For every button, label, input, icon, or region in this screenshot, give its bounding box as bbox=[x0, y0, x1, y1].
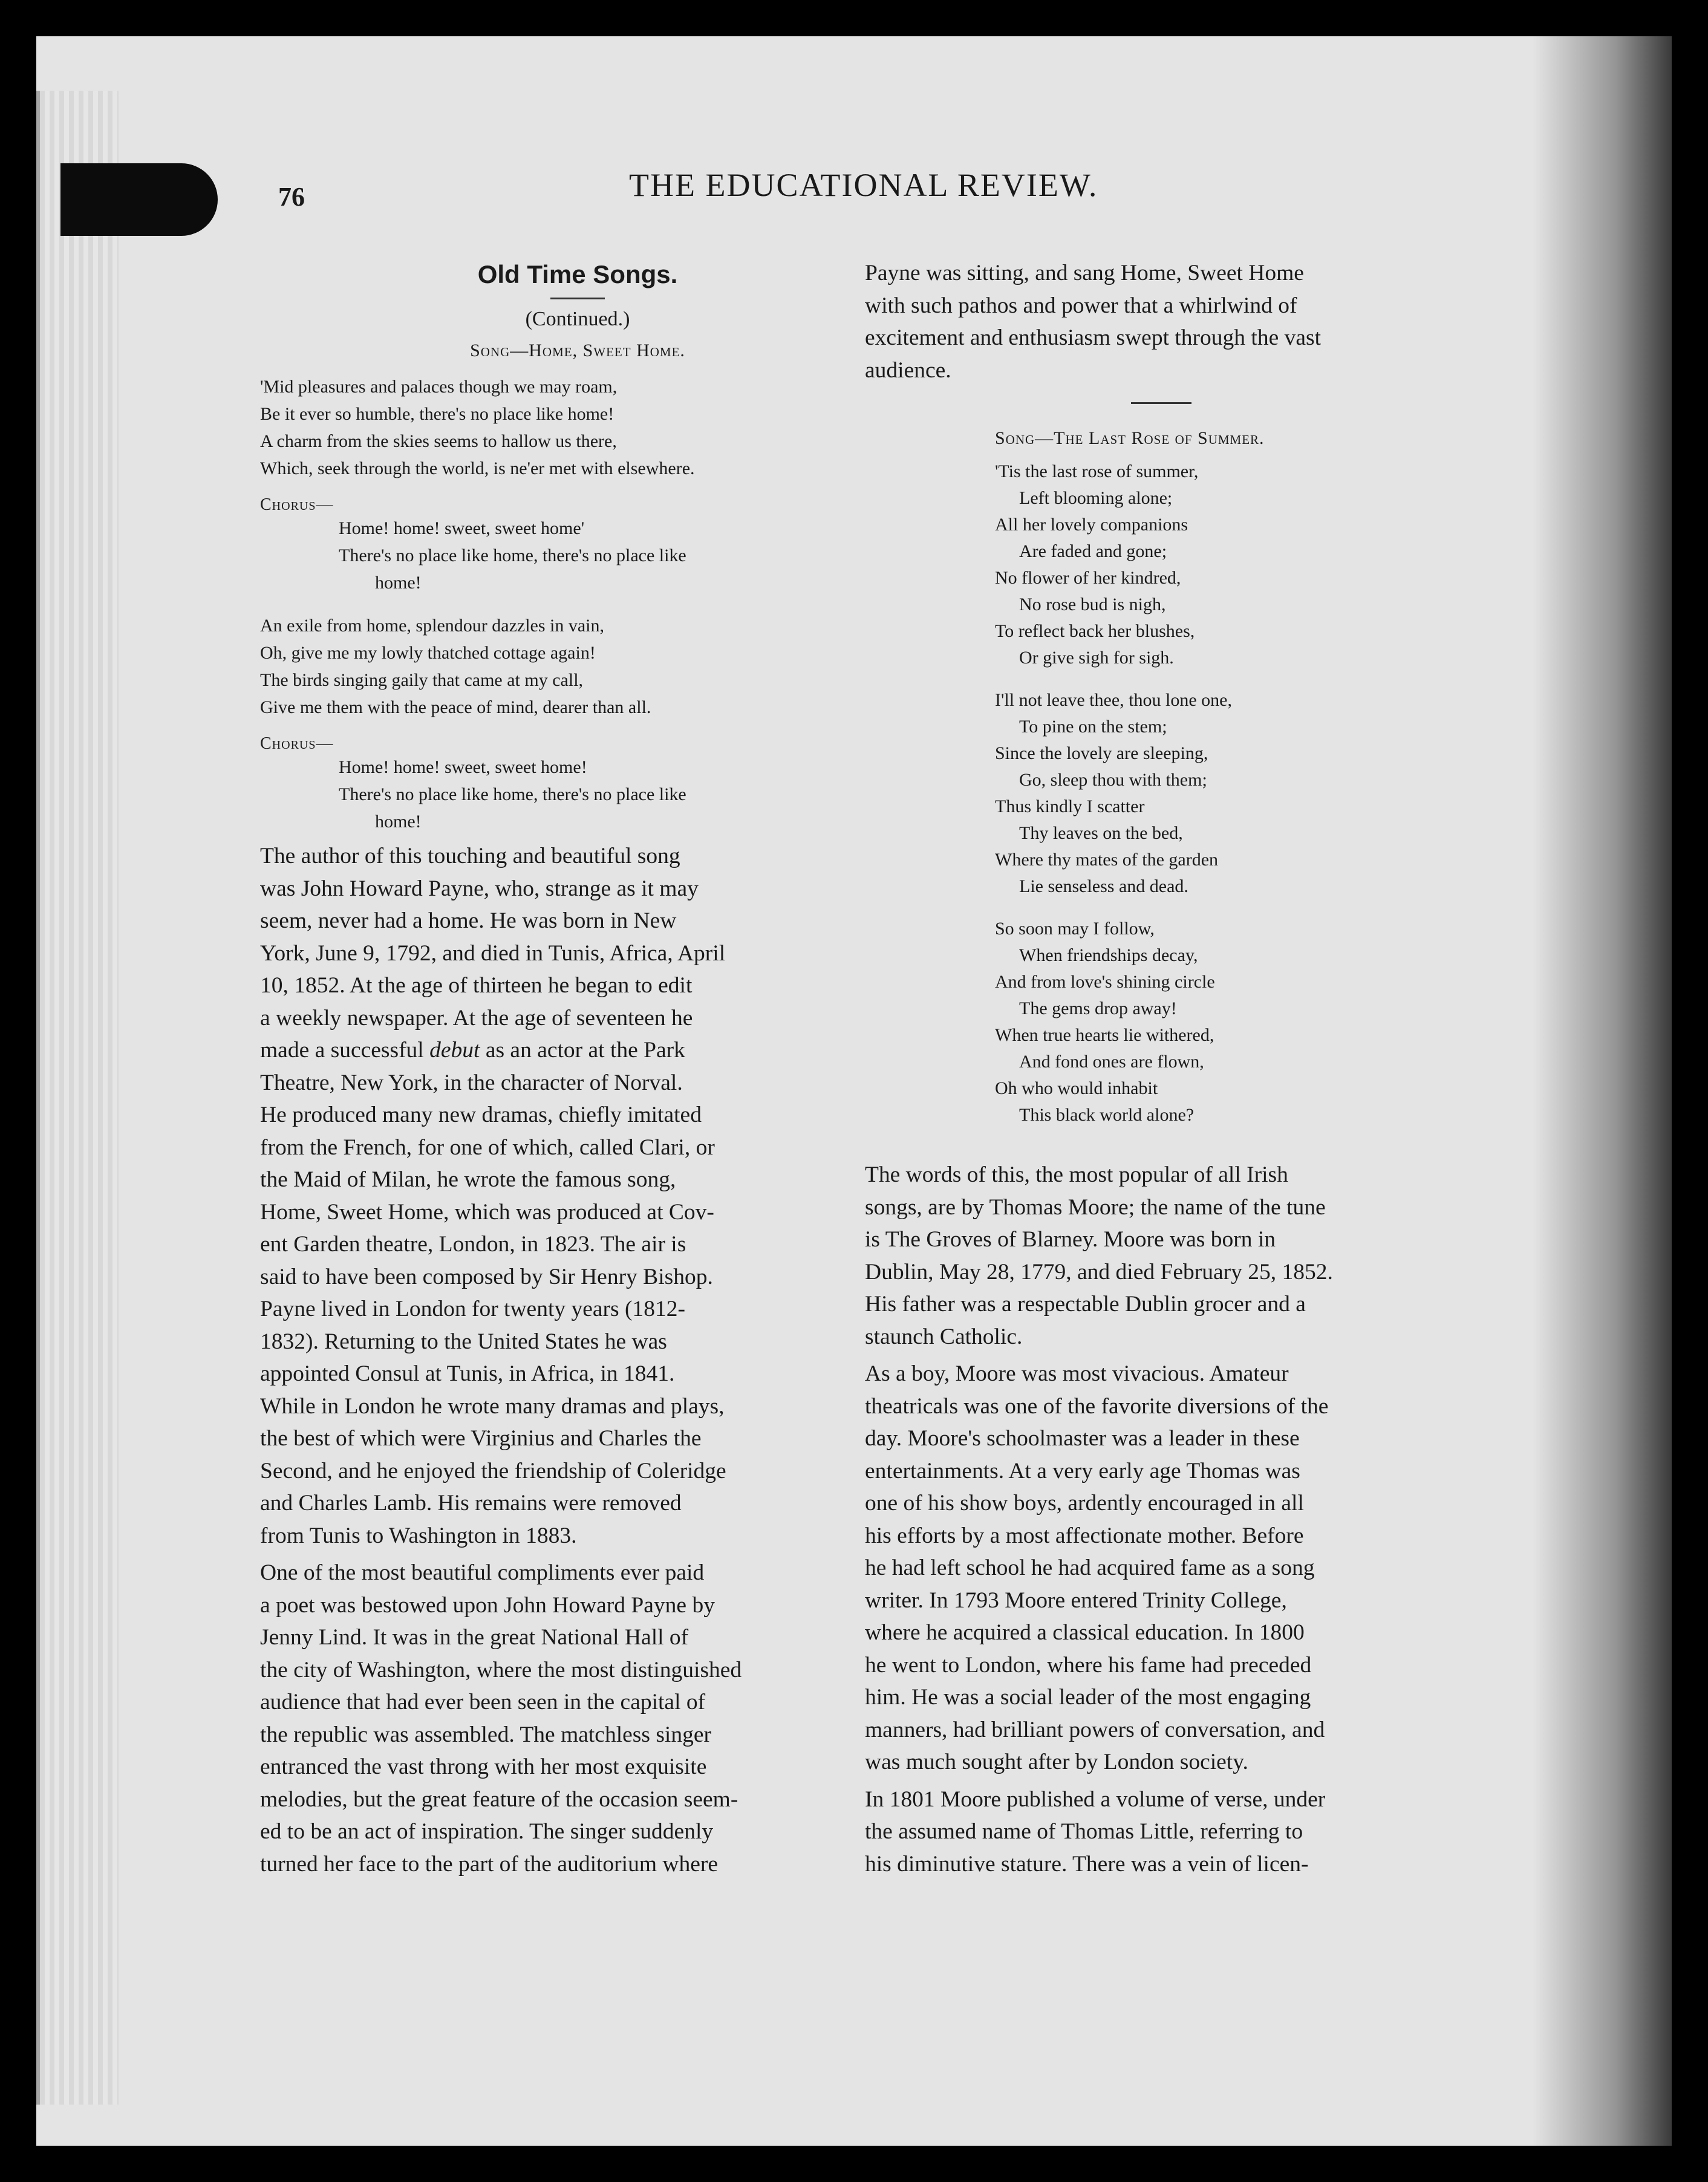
verse-line: A charm from the skies seems to hallow us there, bbox=[260, 431, 617, 451]
section-rule bbox=[1131, 402, 1191, 404]
song-heading: Song—The Last Rose of Summer. bbox=[995, 428, 1265, 448]
body-paragraph: The words of this, the most popular of all Irish songs, are by Thomas Moore; the name of the tune is The Groves of Blarney. Moore was born in Dublin, May 28, 1779, and died February 25, 1852. His father was a respectable Dublin grocer and a staunch Catholic. bbox=[865, 1162, 1333, 1349]
title-rule bbox=[550, 298, 605, 299]
article-subtitle: (Continued.) bbox=[525, 308, 630, 330]
italic-word: debut bbox=[429, 1038, 480, 1063]
page-number: 76 bbox=[278, 182, 305, 212]
verse-line: 'Mid pleasures and palaces though we may roam, bbox=[260, 377, 618, 397]
chorus-label: Chorus— bbox=[260, 495, 334, 514]
page-edges bbox=[36, 91, 119, 2105]
song-stanza: So soon may I follow, When friendships decay, And from love's shining circle The gems drop away! When true hearts lie withered, And fond ones are flown, Oh who would inhabit This black world alone? bbox=[995, 919, 1215, 1125]
verse-line: home! bbox=[375, 573, 422, 593]
verse-line: Give me them with the peace of mind, dearer than all. bbox=[260, 697, 651, 717]
chorus-label: Chorus— bbox=[260, 734, 334, 753]
right-column bbox=[865, 257, 1488, 1880]
verse-line: Be it ever so humble, there's no place like home! bbox=[260, 404, 614, 424]
poem-block bbox=[995, 428, 1488, 1128]
running-head: THE EDUCATIONAL REVIEW. bbox=[629, 167, 1098, 203]
binding-clip bbox=[60, 163, 218, 236]
page-gutter-shadow bbox=[1533, 36, 1672, 2146]
verse-line: An exile from home, splendour dazzles in vain, bbox=[260, 616, 605, 636]
song-heading: Song—Home, Sweet Home. bbox=[470, 340, 685, 360]
left-column bbox=[260, 260, 895, 1880]
song-stanza bbox=[260, 373, 895, 482]
verse-line: The birds singing gaily that came at my call, bbox=[260, 670, 584, 690]
chorus bbox=[339, 515, 895, 596]
verse-line: home! bbox=[375, 812, 422, 832]
body-paragraph: In 1801 Moore published a volume of verse, under the assumed name of Thomas Little, referring to his diminutive stature. There was a vein of licen- bbox=[865, 1786, 1326, 1877]
body-paragraph: The author of this touching and beautiful song was John Howard Payne, who, strange as it may seem, never had a home. He was born in New York, June 9, 1792, and died in Tunis, Africa, April 10, 1852. At the age of thirteen he began to edit a weekly newspaper. At the age of seventeen he made a successful debut as an actor at the Park Theatre, New York, in the character of Norval. He produced many new dramas, chiefly imitated from the French, for one of which, called Clari, or the Maid of Milan, he wrote the famous song, Home, Sweet Home, which was produced at Cov- ent Garden theatre, London, in 1823. The air is said to have been composed by Sir Henry Bishop. Payne lived in London for twenty years (1812- 1832). Returning to the United States he was appointed Consul at Tunis, in Africa, in 1841. While in London he wrote many dramas and plays, the best of which were Virginius and Charles the Second, and he enjoyed the friendship of Coleridge and Charles Lamb. His remains were removed from Tunis to Washington in 1883. bbox=[260, 844, 726, 1548]
song-stanza: 'Tis the last rose of summer, Left blooming alone; All her lovely companions Are faded and gone; No flower of her kindred, No rose bud is nigh, To reflect back her blushes, Or give sigh for sigh. bbox=[995, 461, 1199, 668]
verse-line: There's no place like home, there's no place like bbox=[339, 546, 686, 565]
song-stanza bbox=[260, 612, 895, 721]
article-title: Old Time Songs. bbox=[477, 260, 678, 288]
body-paragraph: As a boy, Moore was most vivacious. Amateur theatricals was one of the favorite diversions of the day. Moore's schoolmaster was a leader in these entertainments. At a very early age Thomas was one of his show boys, ardently encouraged in all his efforts by a most affectionate mother. Before he had left school he had acquired fame as a song writer. In 1793 Moore entered Trinity College, where he acquired a classical education. In 1800 he went to London, where his fame had preceded him. He was a social leader of the most engaging manners, had brilliant powers of conversation, and was much sought after by London society. bbox=[865, 1361, 1329, 1774]
verse-line: There's no place like home, there's no place like bbox=[339, 784, 686, 804]
body-paragraph: One of the most beautiful compliments ever paid a poet was bestowed upon John Howard Payne by Jenny Lind. It was in the great National Hall of the city of Washington, where the most distinguished audience that had ever been seen in the capital of the republic was assembled. The matchless singer entranced the vast throng with her most exquisite melodies, but the great feature of the occasion seem- ed to be an act of inspiration. The singer suddenly turned her face to the part of the auditorium where bbox=[260, 1560, 742, 1877]
verse-line: Oh, give me my lowly thatched cottage again! bbox=[260, 643, 596, 663]
body-paragraph-continued: Payne was sitting, and sang Home, Sweet Home with such pathos and power that a whirlwind of excitement and enthusiasm swept through the vast audience. bbox=[865, 261, 1321, 383]
verse-line: Home! home! sweet, sweet home! bbox=[339, 757, 587, 777]
chorus bbox=[339, 754, 895, 835]
song-stanza: I'll not leave thee, thou lone one, To pine on the stem; Since the lovely are sleeping, Go, sleep thou with them; Thus kindly I scatter Thy leaves on the bed, Where thy mates of the garden Lie senseless and dead. bbox=[995, 690, 1232, 896]
verse-line: Home! home! sweet, sweet home' bbox=[339, 518, 585, 538]
verse-line: Which, seek through the world, is ne'er met with elsewhere. bbox=[260, 458, 695, 478]
